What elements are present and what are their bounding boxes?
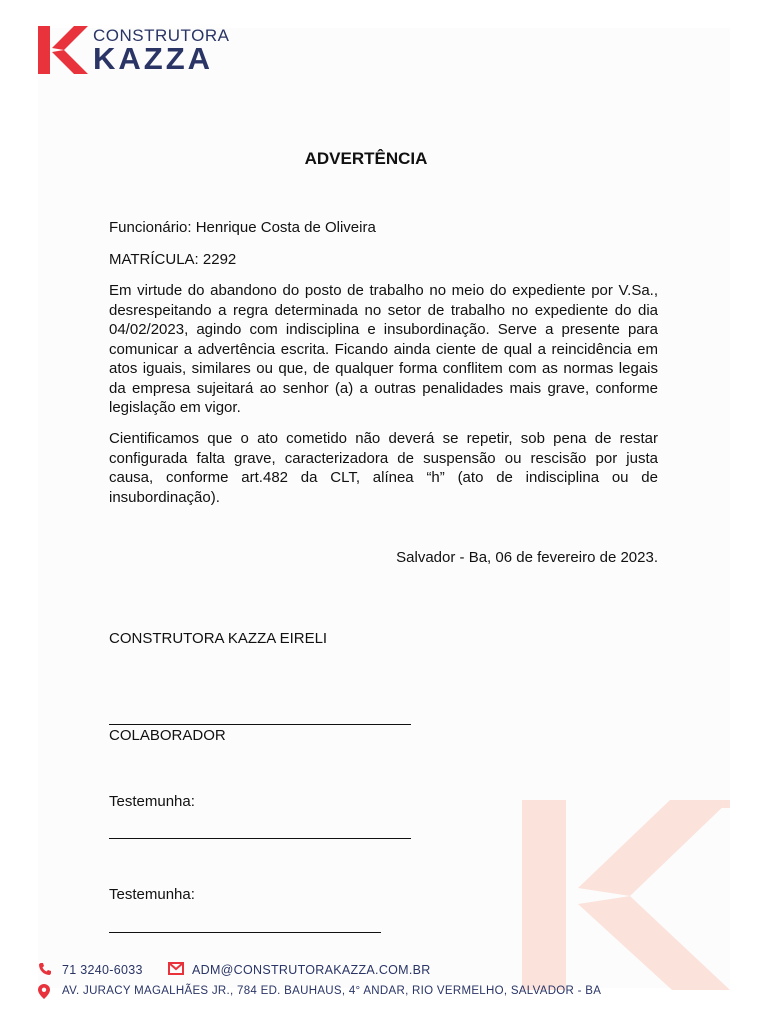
kazza-watermark-icon — [522, 800, 730, 990]
witness1-label: Testemunha: — [109, 793, 195, 810]
footer-address: AV. JURACY MAGALHÃES JR., 784 ED. BAUHAUS, 4° ANDAR, RIO VERMELHO, SALVADOR - BA — [62, 985, 602, 997]
paragraph-warning: Em virtude do abandono do posto de trabalho no meio do expediente por V.Sa., desrespeitando a regra determinada no setor de trabalho no expediente do dia 04/02/2023, agindo com indisciplina e insubordinação. Serve a presente para comunicar a advertência escrita. Ficando ainda ciente de qual a reincidência em atos iguais, similares ou que, de qualquer forma conflitem com as normas legais da empresa sujeitará ao senhor (a) a outras penalidades mais grave, conforme legislação em vigor. — [109, 282, 658, 416]
witness2-signature-line — [109, 932, 381, 933]
document-title: ADVERTÊNCIA — [304, 149, 428, 168]
footer-email[interactable]: ADM@CONSTRUTORAKAZZA.COM.BR — [192, 963, 431, 977]
kazza-logo-mark-icon — [38, 26, 88, 74]
logo-text-top: CONSTRUTORA — [93, 26, 230, 45]
company-name: CONSTRUTORA KAZZA EIRELI — [109, 630, 328, 647]
colaborador-signature-line — [109, 724, 411, 725]
date-place: Salvador - Ba, 06 de fevereiro de 2023. — [396, 549, 658, 566]
mail-icon — [168, 962, 184, 975]
company-logo — [38, 26, 230, 76]
colaborador-label: COLABORADOR — [109, 727, 226, 744]
location-pin-icon — [38, 984, 50, 999]
phone-icon — [38, 962, 52, 976]
logo-text-main: KAZZA — [93, 41, 214, 76]
registration-number: MATRÍCULA: 2292 — [109, 251, 237, 268]
employee-name: Funcionário: Henrique Costa de Oliveira — [109, 219, 376, 236]
witness1-signature-line — [109, 838, 411, 839]
footer-phone: 71 3240-6033 — [62, 963, 143, 977]
witness2-label: Testemunha: — [109, 886, 195, 903]
paragraph-notice: Cientificamos que o ato cometido não deverá se repetir, sob pena de restar configurada falta grave, caracterizadora de suspensão ou rescisão por justa causa, conforme art.482 da CLT, alínea “h” (ato de indisciplina ou de insubordinação). — [109, 430, 658, 506]
